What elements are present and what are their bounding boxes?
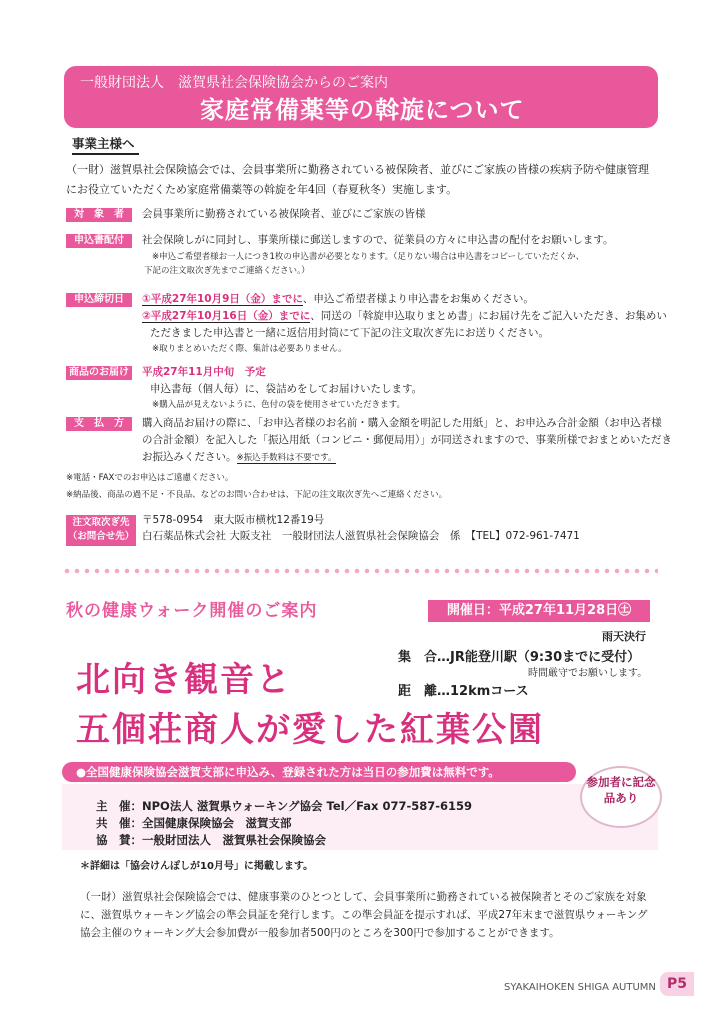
dotted-divider xyxy=(62,566,658,576)
organizer-cohost: 共 催：全国健康保険協会 滋賀支部 xyxy=(96,816,292,830)
walk-meet-note: 時間厳守でお願いします。 xyxy=(528,668,648,679)
walk-rain: 雨天決行 xyxy=(602,630,646,643)
deadline-1-text: 、申込ご希望者様より申込書をお集めください。 xyxy=(302,293,534,305)
payment-line-2: の合計金額）を記入した「振込用紙（コンビニ・郵便局用）」が同送されますので、事業所様でおまとめいただき xyxy=(142,434,673,446)
note-phone-fax: ※電話・FAXでのお申込はご遠慮ください。 xyxy=(66,473,234,483)
header-subtitle: 一般財団法人 滋賀県社会保険協会からのご案内 xyxy=(80,75,388,91)
deadline-2-date: ②平成27年10月16日（金）までに xyxy=(142,310,311,322)
deadline-1-date: ①平成27年10月9日（金）までに xyxy=(142,293,303,305)
distribution-label: 申込書配付 xyxy=(66,234,132,248)
contact-label xyxy=(66,515,136,546)
organizer-sponsor: 協 賛：一般財団法人 滋賀県社会保険協会 xyxy=(96,833,326,847)
contact-label-1: 注文取次ぎ先 xyxy=(72,517,130,528)
payment-line-1: 購入商品お届けの際に、「お申込者様のお名前・購入金額を明記した用紙」と、お申込み合計金額（お申込者様 xyxy=(142,417,662,429)
detail-note: ＊詳細は「協会けんぽしが10月号」に掲載します。 xyxy=(80,861,314,872)
delivery-note: ※購入品が見えないように、色付の袋を使用させていただきます。 xyxy=(152,400,405,410)
contact-address: 〒578-0954 東大阪市横枕12番19号 xyxy=(142,514,325,526)
page-number: P5 xyxy=(660,972,694,996)
deadline-2-text: 、同送の「斡旋申込取りまとめ書」にお届け先をご記入いただき、お集めい xyxy=(310,310,667,322)
organizer-host: 主 催：NPO法人 滋賀県ウォーキング協会 Tel／Fax 077-587-6159 xyxy=(96,799,473,813)
contact-label-2: （お問合せ先） xyxy=(67,531,135,542)
gift-badge: 参加者に記念品あり xyxy=(580,766,662,828)
free-entry-bar: ●全国健康保険協会滋賀支部に申込み、登録された方は当日の参加費は無料です。 xyxy=(62,762,576,782)
intro-paragraph: （一財）滋賀県社会保険協会では、会員事業所に勤務されている被保険者、並びにご家族の皆様の疾病予防や健康管理にお役立ていただくため家庭常備薬等の斡旋を年4回（春夏秋冬）実施します。 xyxy=(66,163,649,196)
note-returns: ※納品後、商品の過不足・不良品、などのお問い合わせは、下記の注文取次ぎ先へご連絡ください。 xyxy=(66,490,448,500)
delivery-label: 商品のお届け xyxy=(66,366,132,380)
header-title: 家庭常備薬等の斡旋について xyxy=(200,96,525,124)
payment-line-3: お振込みください。 xyxy=(142,451,237,463)
distribution-note-2: 下記の注文取次ぎ先までご連絡ください。） xyxy=(144,266,310,276)
walk-title-2: 五個荘商人が愛した紅葉公園 xyxy=(76,710,544,750)
distribution-note-1: ※申込ご希望者様お一人につき1枚の申込書が必要となります。（足りない場合は申込書をコピーしていただくか、 xyxy=(152,252,585,262)
section-title: 事業主様へ xyxy=(72,134,139,155)
delivery-date: 平成27年11月中旬 予定 xyxy=(142,366,266,378)
footer-text: SYAKAIHOKEN SHIGA AUTUMN xyxy=(504,982,656,993)
deadline-label: 申込締切日 xyxy=(66,293,132,307)
target-label: 対 象 者 xyxy=(66,208,132,222)
walk-meet: 集 合…JR能登川駅（9:30までに受付） xyxy=(398,650,641,665)
target-text: 会員事業所に勤務されている被保険者、並びにご家族の皆様 xyxy=(142,208,426,220)
walk-heading: 秋の健康ウォーク開催のご案内 xyxy=(66,601,318,621)
deadline-2-cont: ただきました申込書と一緒に返信用封筒にて下記の注文取次ぎ先にお送りください。 xyxy=(150,327,549,339)
deadline-note: ※取りまとめいただく際、集計は必要ありません。 xyxy=(152,344,347,354)
distribution-text: 社会保険しがに同封し、事業所様に郵送しますので、従業員の方々に申込書の配付をお願いします。 xyxy=(142,234,614,246)
walk-distance: 距 離…12kmコース xyxy=(398,684,529,699)
payment-note: ※振込手数料は不要です。 xyxy=(236,453,337,463)
delivery-text: 申込書毎（個人毎）に、袋詰めをしてお届けいたします。 xyxy=(150,383,423,395)
walk-paragraph: （一財）滋賀県社会保険協会では、健康事業のひとつとして、会員事業所に勤務されている被保険者とそのご家族を対象に、滋賀県ウォーキング協会の準会員証を発行します。この準会員証を提示すれば、平成27年末まで滋賀県ウォーキング協会主催のウォーキング大会参加費が一般参加者500円のところを300円で参加することができます。 xyxy=(80,891,648,939)
walk-date: 開催日：平成27年11月28日㊏ xyxy=(428,600,650,622)
walk-title-1: 北向き観音と xyxy=(76,660,292,700)
contact-company: 白石薬品株式会社 大阪支社 一般財団法人滋賀県社会保険協会 係 【TEL】072-961-7471 xyxy=(142,530,580,542)
payment-label: 支 払 方 法 xyxy=(66,417,132,431)
